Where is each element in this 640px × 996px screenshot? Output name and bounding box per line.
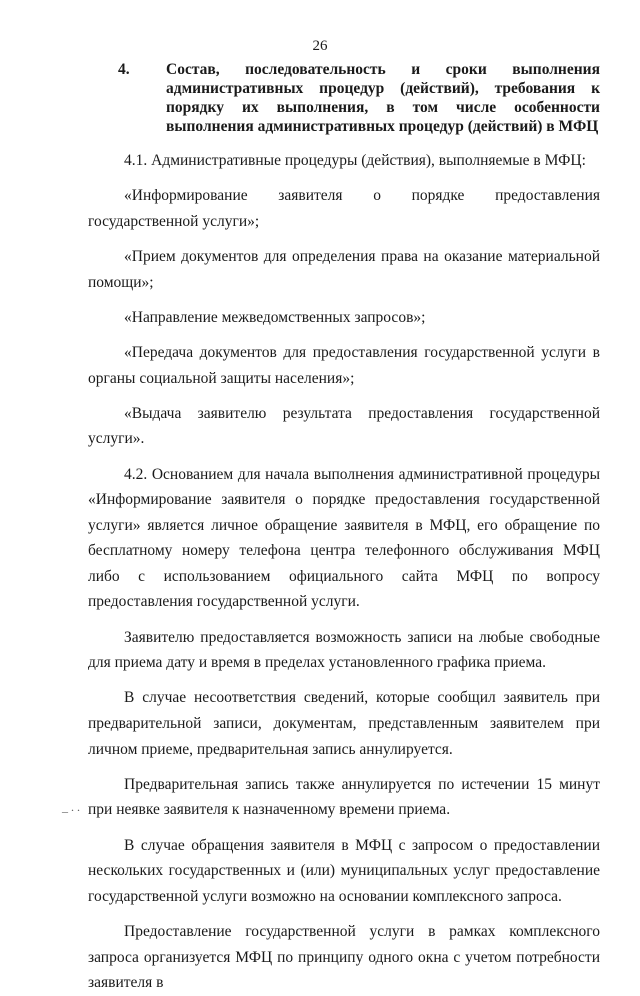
paragraph: «Информирование заявителя о порядке предоставления государственной услуги»;: [88, 187, 600, 230]
paragraph: В случае обращения заявителя в МФЦ с запросом о предоставлении нескольких государственных и (или) муниципальных услуг предоставление государственной услуги возможно на основании комплексного запроса.: [88, 836, 600, 905]
section-title: Состав, последовательность и сроки выполнения административных процедур (действий), требования к порядку их выполнения, в том числе особенности выполнения административных процедур (действий) в МФЦ: [166, 61, 600, 135]
paragraph: 4.1. Административные процедуры (действия), выполняемые в МФЦ:: [124, 152, 586, 169]
paragraph: «Выдача заявителю результата предоставления государственной услуги».: [88, 404, 600, 448]
page-number: 26: [312, 38, 328, 54]
paragraph: Предварительная запись также аннулируется по истечении 15 минут при неявке заявителя к назначенному времени приема.: [88, 775, 600, 819]
paragraph: «Прием документов для определения права на оказание материальной помощи»;: [88, 247, 600, 291]
section-heading: [118, 60, 600, 136]
paragraph: 4.2. Основанием для начала выполнения административной процедуры «Информирование заявителя о порядке предоставления государственной услуги» является личное обращение заявителя в МФЦ, его обращение по бесплатному номеру телефона центра телефонного обслуживания МФЦ либо с использованием официального сайта МФЦ по вопросу предоставления государственной услуги.: [88, 465, 600, 611]
section-number: 4.: [118, 61, 130, 78]
margin-mark: _ . .: [62, 800, 80, 814]
paragraph: Заявителю предоставляется возможность записи на любые свободные для приема дату и время в пределах установленного графика приема.: [88, 628, 600, 672]
paragraph: «Передача документов для предоставления государственной услуги в органы социальной защиты населения»;: [88, 343, 600, 387]
document-body: [88, 148, 600, 996]
paragraph: «Направление межведомственных запросов»;: [124, 308, 426, 326]
paragraph: Предоставление государственной услуги в рамках комплексного запроса организуется МФЦ по принципу одного окна с учетом потребности заявителя в: [88, 922, 600, 992]
paragraph: В случае несоответствия сведений, которые сообщил заявитель при предварительной записи, документам, представленным заявителем при личном приеме, предварительная запись аннулируется.: [88, 689, 600, 758]
